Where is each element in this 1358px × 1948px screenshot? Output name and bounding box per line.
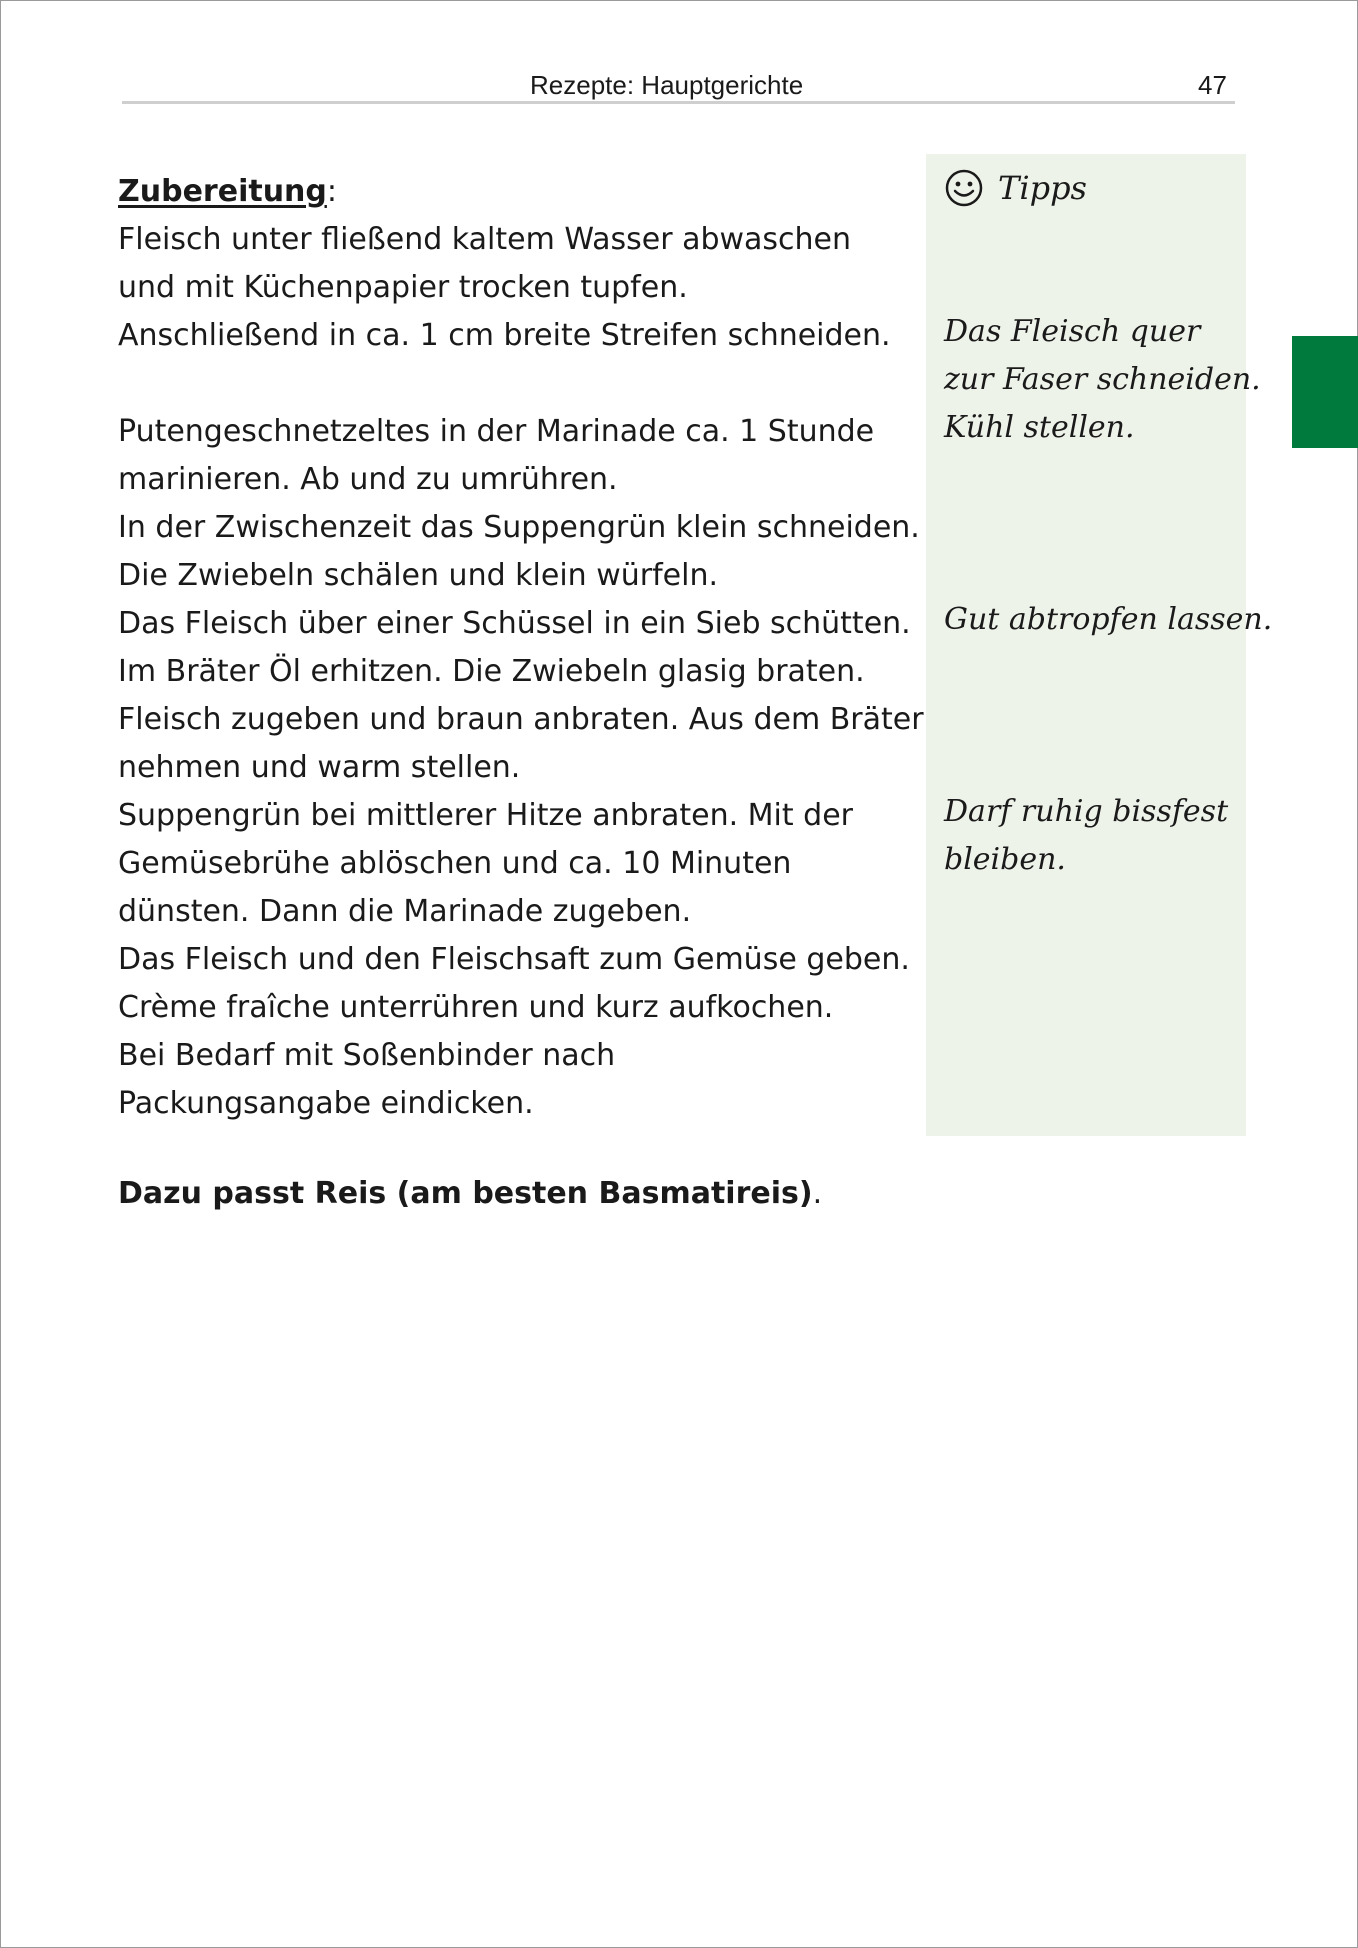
tip-line: Das Fleisch quer xyxy=(944,314,1201,349)
serving-suggestion-period: . xyxy=(812,1176,823,1211)
running-header-title: Rezepte: Hauptgerichte xyxy=(530,70,804,100)
text-line: Die Zwiebeln schälen und klein würfeln. xyxy=(118,558,718,593)
section-heading xyxy=(118,168,898,216)
paragraph-1 xyxy=(118,216,898,360)
text-line: marinieren. Ab und zu umrühren. xyxy=(118,462,618,497)
tip-line: Kühl stellen. xyxy=(944,410,1135,445)
text-line: Putengeschnetzeltes in der Marinade ca. 1 Stunde xyxy=(118,414,875,449)
section-title: Zubereitung xyxy=(118,174,327,209)
text-line: und mit Küchenpapier trocken tupfen. xyxy=(118,270,688,305)
tips-header xyxy=(944,164,1087,212)
tip-draining xyxy=(944,596,1272,644)
page-number: 47 xyxy=(1198,70,1227,100)
tips-sidebar xyxy=(926,154,1273,1136)
text-line: Bei Bedarf mit Soßenbinder nach xyxy=(118,1038,616,1073)
chapter-tab-marker xyxy=(1292,336,1358,448)
tip-vegetables xyxy=(944,788,1228,884)
tip-meat-cutting xyxy=(944,308,1261,452)
tip-line: zur Faser schneiden. xyxy=(944,362,1261,397)
tip-line: Darf ruhig bissfest xyxy=(944,794,1229,829)
serving-suggestion-text: Dazu passt Reis (am besten Basmatireis) xyxy=(118,1176,813,1211)
text-line: nehmen und warm stellen. xyxy=(118,750,521,785)
tip-line: bleiben. xyxy=(944,842,1066,877)
text-line: Suppengrün bei mittlerer Hitze anbraten. Mit der xyxy=(118,798,854,833)
text-line: Im Bräter Öl erhitzen. Die Zwiebeln glasig braten. xyxy=(118,654,865,689)
text-line: Fleisch zugeben und braun anbraten. Aus dem Bräter xyxy=(118,702,924,737)
tip-line: Gut abtropfen lassen. xyxy=(944,602,1273,637)
text-line: Gemüsebrühe ablöschen und ca. 10 Minuten xyxy=(118,846,792,881)
section-colon: : xyxy=(326,174,337,209)
text-line: Das Fleisch über einer Schüssel in ein Sieb schütten. xyxy=(118,606,911,641)
text-line: Crème fraîche unterrühren und kurz aufkochen. xyxy=(118,990,834,1025)
header-rule xyxy=(122,101,1235,104)
text-line: Anschließend in ca. 1 cm breite Streifen schneiden. xyxy=(118,318,891,353)
serving-suggestion xyxy=(118,1170,822,1218)
text-line: dünsten. Dann die Marinade zugeben. xyxy=(118,894,692,929)
preparation-section xyxy=(118,168,924,1128)
text-line: In der Zwischenzeit das Suppengrün klein schneiden. xyxy=(118,510,920,545)
tips-label: Tipps xyxy=(998,169,1087,207)
smiley-icon xyxy=(944,168,984,208)
text-line: Das Fleisch und den Fleischsaft zum Gemüse geben. xyxy=(118,942,910,977)
paragraph-spacer xyxy=(118,360,898,408)
text-line: Packungsangabe eindicken. xyxy=(118,1086,534,1121)
paragraph-2 xyxy=(118,408,924,1128)
text-line: Fleisch unter fließend kaltem Wasser abwaschen xyxy=(118,222,852,257)
